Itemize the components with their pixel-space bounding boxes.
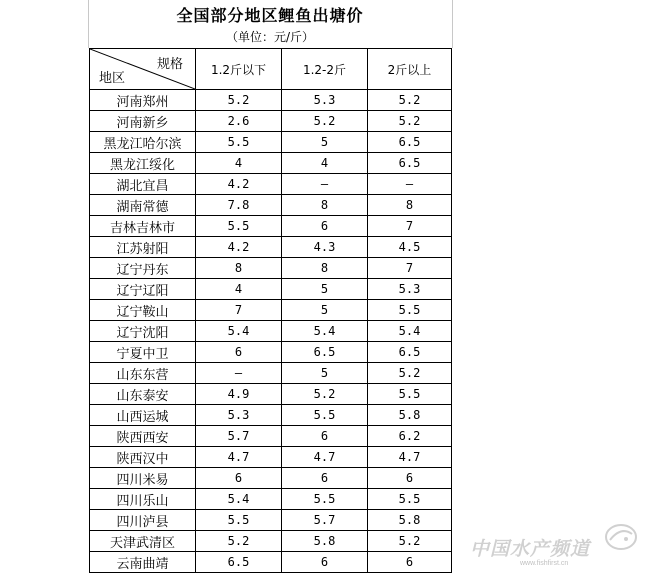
price-cell: 6.5 (368, 342, 452, 363)
table-header-row (90, 49, 452, 90)
table-row (90, 468, 452, 489)
price-cell: 4 (196, 279, 282, 300)
table-row (90, 279, 452, 300)
price-cell: 5.3 (368, 279, 452, 300)
price-cell: 5.2 (196, 90, 282, 111)
price-cell: 5.5 (282, 489, 368, 510)
price-cell: 4 (196, 153, 282, 174)
price-cell: 5.8 (282, 531, 368, 552)
price-cell: 6 (196, 342, 282, 363)
table-row (90, 363, 452, 384)
region-cell: 天津武清区 (90, 531, 196, 552)
price-cell: 5.4 (196, 489, 282, 510)
watermark-url: www.fishfirst.cn (520, 560, 569, 567)
region-cell: 山东东营 (90, 363, 196, 384)
price-cell: 6 (282, 216, 368, 237)
price-cell: 4.5 (368, 237, 452, 258)
price-cell: 7 (368, 216, 452, 237)
region-cell: 辽宁沈阳 (90, 321, 196, 342)
price-cell: 5 (282, 363, 368, 384)
price-cell: 6 (282, 468, 368, 489)
region-cell: 山西运城 (90, 405, 196, 426)
table-row (90, 195, 452, 216)
price-cell: 4.2 (196, 174, 282, 195)
price-cell: 5.3 (196, 405, 282, 426)
price-cell: 4.9 (196, 384, 282, 405)
price-cell: 5 (282, 132, 368, 153)
table-row (90, 237, 452, 258)
region-cell: 湖北宜昌 (90, 174, 196, 195)
table-row (90, 216, 452, 237)
price-cell: 5.4 (196, 321, 282, 342)
region-cell: 江苏射阳 (90, 237, 196, 258)
unit-note: （单位：元/斤） (225, 30, 315, 44)
price-cell: 4.7 (368, 447, 452, 468)
price-cell: 5.7 (282, 510, 368, 531)
price-cell: 4 (282, 153, 368, 174)
price-cell: 4.7 (196, 447, 282, 468)
table-row (90, 447, 452, 468)
price-table (89, 48, 452, 573)
price-cell: 6.5 (282, 342, 368, 363)
price-cell: 5.8 (368, 510, 452, 531)
table-row (90, 552, 452, 573)
region-cell: 吉林吉林市 (90, 216, 196, 237)
table-row (90, 384, 452, 405)
page-title: 全国部分地区鲤鱼出塘价 (176, 6, 364, 25)
price-cell: 6.5 (368, 153, 452, 174)
table-row (90, 300, 452, 321)
price-cell: 4.3 (282, 237, 368, 258)
price-cell: 5.2 (196, 531, 282, 552)
column-header: 1.2-2斤 (282, 49, 368, 90)
table-row (90, 153, 452, 174)
region-cell: 辽宁鞍山 (90, 300, 196, 321)
price-cell: 5.7 (196, 426, 282, 447)
price-cell: 5.2 (368, 90, 452, 111)
price-cell: 5.4 (368, 321, 452, 342)
price-cell: 6.5 (368, 132, 452, 153)
price-cell: 6 (196, 468, 282, 489)
price-cell: 6 (368, 468, 452, 489)
region-label: 地区 (99, 71, 126, 86)
price-cell: 8 (368, 195, 452, 216)
price-cell: 5.4 (282, 321, 368, 342)
price-cell: — (368, 174, 452, 195)
table-row (90, 531, 452, 552)
price-cell: 2.6 (196, 111, 282, 132)
spec-label: 规格 (156, 57, 183, 72)
region-cell: 云南曲靖 (90, 552, 196, 573)
price-cell: 5 (282, 279, 368, 300)
price-cell: 5.2 (368, 531, 452, 552)
region-cell: 辽宁丹东 (90, 258, 196, 279)
frame-right-line (452, 0, 453, 48)
price-cell: 5 (282, 300, 368, 321)
price-cell: 5.8 (368, 405, 452, 426)
table-row (90, 321, 452, 342)
price-cell: 5.2 (368, 363, 452, 384)
region-cell: 陕西西安 (90, 426, 196, 447)
table-row (90, 258, 452, 279)
region-cell: 四川泸县 (90, 510, 196, 531)
price-cell: 5.2 (368, 111, 452, 132)
price-cell: 5.5 (196, 132, 282, 153)
table-row (90, 489, 452, 510)
region-cell: 辽宁辽阳 (90, 279, 196, 300)
price-cell: 5.5 (282, 405, 368, 426)
region-cell: 宁夏中卫 (90, 342, 196, 363)
region-cell: 四川米易 (90, 468, 196, 489)
price-cell: 5.5 (196, 216, 282, 237)
watermark-text: 中国水产频道 (470, 538, 591, 560)
region-cell: 湖南常德 (90, 195, 196, 216)
table-body (90, 90, 452, 573)
region-cell: 黑龙江哈尔滨 (90, 132, 196, 153)
price-cell: 5.3 (282, 90, 368, 111)
region-cell: 河南新乡 (90, 111, 196, 132)
table-row (90, 510, 452, 531)
table-row (90, 132, 452, 153)
price-cell: 6.5 (196, 552, 282, 573)
price-cell: 5.2 (282, 111, 368, 132)
price-cell: 6 (368, 552, 452, 573)
price-cell: 7 (368, 258, 452, 279)
table-row (90, 426, 452, 447)
price-cell: 8 (196, 258, 282, 279)
region-cell: 黑龙江绥化 (90, 153, 196, 174)
region-cell: 山东泰安 (90, 384, 196, 405)
table-row (90, 174, 452, 195)
price-cell: 5.2 (282, 384, 368, 405)
table-row (90, 90, 452, 111)
watermark-logo (604, 520, 638, 554)
price-cell: 8 (282, 258, 368, 279)
price-cell: 8 (282, 195, 368, 216)
price-cell: — (282, 174, 368, 195)
price-cell: 5.5 (368, 384, 452, 405)
column-header: 1.2斤以下 (196, 49, 282, 90)
price-cell: 6 (282, 426, 368, 447)
price-cell: 4.7 (282, 447, 368, 468)
table-row (90, 111, 452, 132)
price-cell: — (196, 363, 282, 384)
price-cell: 7 (196, 300, 282, 321)
column-header: 2斤以上 (368, 49, 452, 90)
price-cell: 4.2 (196, 237, 282, 258)
price-cell: 7.8 (196, 195, 282, 216)
region-cell: 四川乐山 (90, 489, 196, 510)
table-row (90, 342, 452, 363)
price-cell: 5.5 (368, 489, 452, 510)
region-cell: 陕西汉中 (90, 447, 196, 468)
price-cell: 6.2 (368, 426, 452, 447)
region-cell: 河南郑州 (90, 90, 196, 111)
price-cell: 6 (282, 552, 368, 573)
price-cell: 5.5 (368, 300, 452, 321)
diagonal-header-cell (90, 49, 196, 90)
table-row (90, 405, 452, 426)
price-cell: 5.5 (196, 510, 282, 531)
